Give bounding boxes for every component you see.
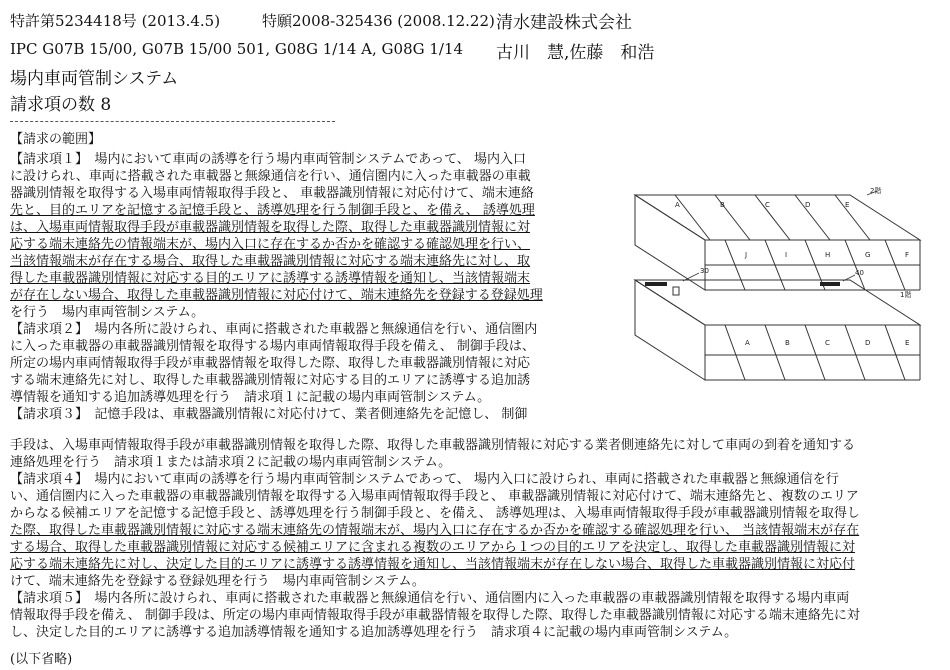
reader-unit [673, 287, 679, 295]
invention-title: 場内車両管制システム [10, 69, 179, 89]
claims-count: 請求項の数 8 [10, 95, 112, 115]
lower-floor-label: 1階 [900, 291, 912, 299]
patent-number: 特許第5234418号 (2013.4.5) [10, 12, 221, 30]
claim-line: 先と、目的エリアを記憶する記憶手段と、誘導処理を行う制御手段と、を備え、 誘導処理 [10, 203, 535, 218]
claim-line: に入った車載器の車載器識別情報を取得する場内車両情報取得手段を備え、 制御手段は、 [10, 339, 535, 354]
claim-line: からなる候補エリアを記憶する記憶手段と、誘導処理を行う制御手段と、を備え、 誘導処理は、入場車両情報取得手段が車載器識別情報を取得し [10, 506, 860, 521]
claim-line: 所定の場内車両情報取得手段が車載器情報を取得した際、取得した車載器識別情報に対応 [10, 356, 531, 371]
stall-label: G [865, 251, 871, 259]
claim-line: 当該情報端末が存在する場合、取得した車載器識別情報に対応する端末連絡先に対し、取 [10, 254, 531, 269]
claim-line: 【請求項２】 場内各所に設けられ、車両に搭載された車載器と無線通信を行い、通信圏内 [10, 322, 538, 337]
claim-line: た際、取得した車載器識別情報に対応する端末連絡先の情報端末が、場内入口に存在するか否かを確認する確認処理を行い、 当該情報端末が存在 [10, 523, 860, 538]
claim-line: 【請求項３】 記憶手段は、車載器識別情報に対応付けて、業者側連絡先を記憶し、 制御 [10, 407, 528, 422]
claim-line: する場合、取得した車載器識別情報に対応する候補エリアに含まれる複数のエリアから１つの目的エリアを決定し、取得した車載器識別情報に対 [10, 540, 856, 555]
claim-line: 【請求項４】 場内において車両の誘導を行う場内車両管制システムであって、 場内入口に設けられ、車両に搭載された車載器と無線通信を行 [10, 472, 839, 487]
stall-label: J [745, 251, 748, 259]
parking-structure-figure [615, 185, 940, 390]
claim-line: 【請求項５】 場内各所に設けられ、車両に搭載された車載器と無線通信を行い、通信圏内に入った車載器の車載器識別情報を取得する場内車両 [10, 591, 850, 606]
claim-line: し、決定した目的エリアに誘導する追加誘導情報を通知する追加誘導処理を行う 請求項４に記載の場内車両管制システム。 [10, 625, 738, 640]
entrance-gate-mark [645, 282, 667, 286]
inventor-names: 古川 慧,佐藤 和浩 [496, 43, 655, 63]
stall-label: D [805, 201, 811, 209]
claim-line: 連絡処理を行う 請求項１または請求項２に記載の場内車両管制システム。 [10, 455, 452, 470]
stall-label: F [905, 251, 910, 259]
stall-label: D [865, 339, 871, 347]
claim-line: 手段は、入場車両情報取得手段が車載器識別情報を取得した際、取得した車載器識別情報に対応する業者側連絡先に対して車両の到着を通知する [10, 438, 856, 453]
reference-40: 40 [855, 269, 864, 277]
stall-label: H [825, 251, 831, 259]
stall-label: I [785, 251, 788, 259]
application-number: 特願2008-325436 (2008.12.22) [262, 12, 495, 30]
upper-floor-label: 2階 [870, 187, 882, 195]
applicant-name: 清水建設株式会社 [496, 13, 632, 33]
header-divider [10, 121, 335, 122]
claim-line: を行う 場内車両管制システム。 [10, 305, 205, 320]
stall-label: E [845, 201, 850, 209]
stall-label: C [825, 339, 830, 347]
stall-label: B [785, 339, 790, 347]
claim-line: 情報取得手段を備え、 制御手段は、所定の場内車両情報取得手段が車載器情報を取得した際、取得した車載器識別情報に対応する端末連絡先に対 [10, 608, 860, 623]
claim-line: 導情報を通知する追加誘導処理を行う 請求項１に記載の場内車両管制システム。 [10, 390, 491, 405]
claim-line: 応する端末連絡先に対し、決定した目的エリアに誘導する誘導情報を通知し、当該情報端末が存在しない場合、取得した車載器識別情報に対応付 [10, 557, 856, 572]
reader-mark [820, 282, 840, 286]
stall-label: A [745, 339, 750, 347]
claims-heading: 【請求の範囲】 [10, 132, 102, 147]
omitted-note: (以下省略) [10, 652, 73, 667]
claim-line: けて、端末連絡先を登録する登録処理を行う 場内車両管制システム。 [10, 574, 425, 589]
stall-label: A [675, 201, 680, 209]
stall-label: E [905, 339, 910, 347]
upper-floor-side [635, 195, 705, 290]
claim-line: 得した車載器識別情報に対応する目的エリアに誘導する誘導情報を通知し、当該情報端末 [10, 271, 531, 286]
claim-line: 【請求項１】 場内において車両の誘導を行う場内車両管制システムであって、 場内入口 [10, 152, 526, 167]
claim-line: に設けられ、車両に搭載された車載器と無線通信を行い、通信圏内に入った車載器の車載 [10, 169, 531, 184]
reference-30: 30 [700, 267, 709, 275]
claim-line: 器識別情報を取得する入場車両情報取得手段と、 車載器識別情報に対応付けて、端末連絡 [10, 186, 534, 201]
claim-line: い、通信圏内に入った車載器の車載器識別情報を取得する入場車両情報取得手段と、 車載器識別情報に対応付けて、端末連絡先と、複数のエリア [10, 489, 859, 504]
claim-line: 応する端末連絡先の情報端末が、場内入口に存在するか否かを確認する確認処理を行い、 [10, 237, 531, 252]
claim-line: は、入場車両情報取得手段が車載器識別情報を取得した際、取得した車載器識別情報に対 [10, 220, 531, 235]
claim-line: が存在しない場合、取得した車載器識別情報に対応付けて、端末連絡先を登録する登録処理 [10, 288, 543, 303]
claim-line: する端末連絡先に対し、取得した車載器識別情報に対応する目的エリアに誘導する追加誘 [10, 373, 531, 388]
stall-label: C [765, 201, 770, 209]
ipc-classification: IPC G07B 15/00, G07B 15/00 501, G08G 1/14 A, G08G 1/14 [10, 40, 464, 58]
stall-label: B [720, 201, 725, 209]
